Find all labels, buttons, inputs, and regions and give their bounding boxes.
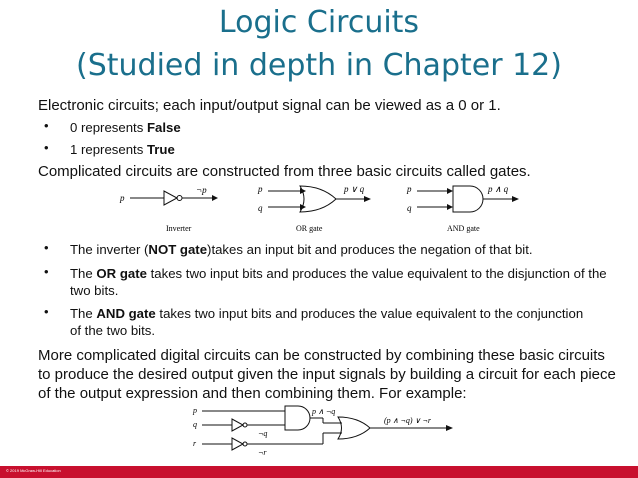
- and-gate: [406, 184, 519, 233]
- or-output-label: p ∨ q: [344, 184, 365, 194]
- bullet-true-bold: True: [146, 142, 175, 157]
- bullet-icon: •: [44, 118, 49, 133]
- or-desc-bold: OR gate: [96, 266, 147, 281]
- and-caption: AND gate: [447, 224, 480, 233]
- slide-title-line2: (Studied in depth in Chapter 12): [76, 48, 562, 83]
- and-output-label: p ∧ q: [488, 184, 509, 194]
- bullet-false: [70, 119, 181, 136]
- gates-intro-text: Complicated circuits are constructed from three basic circuits called gates.: [38, 163, 531, 180]
- example-final-output: (p ∧ ¬q) ∨ ¬r: [384, 416, 431, 425]
- inverter-caption: Inverter: [166, 224, 192, 233]
- bullet-icon: •: [44, 140, 49, 155]
- bullet-and: [70, 305, 590, 339]
- inverter-input-label: p: [120, 193, 125, 203]
- inverter-gate: [119, 185, 218, 233]
- bullet-false-text: 0 represents: [70, 120, 147, 135]
- or-input-q-label: q: [258, 203, 263, 213]
- bullet-inverter: [70, 241, 625, 258]
- footer-bar: [0, 466, 638, 478]
- basic-gates-diagram: [0, 180, 638, 236]
- example-and-output: p ∧ ¬q: [312, 407, 336, 416]
- or-desc-post: takes two input bits and produces the value equivalent to the disjunction of the two bits.: [70, 266, 607, 298]
- example-neg-q: ¬q: [258, 429, 268, 438]
- and-desc-bold: AND gate: [96, 306, 156, 321]
- example-neg-r: ¬r: [258, 448, 267, 457]
- example-input-p: p: [193, 406, 197, 415]
- or-desc-pre: The: [70, 266, 97, 281]
- bullet-icon: •: [44, 304, 49, 319]
- or-gate: [257, 184, 371, 233]
- inverter-desc-pre: The inverter (: [70, 242, 149, 257]
- inverter-desc-post: )takes an input bit and produces the negation of that bit.: [207, 242, 533, 257]
- inverter-output-label: ¬p: [196, 185, 207, 195]
- bullet-true-text: 1 represents: [70, 142, 147, 157]
- or-caption: OR gate: [296, 224, 323, 233]
- and-desc-pre: The: [70, 306, 97, 321]
- inverter-desc-bold: NOT gate: [148, 242, 208, 257]
- bullet-icon: •: [44, 240, 49, 255]
- and-input-p-label: p: [407, 184, 412, 194]
- footer-copyright: © 2019 McGraw-Hill Education: [6, 468, 61, 473]
- slide-title-line1: Logic Circuits: [218, 5, 420, 40]
- bullet-false-bold: False: [146, 120, 181, 135]
- and-input-q-label: q: [407, 203, 412, 213]
- example-input-r: r: [193, 439, 197, 448]
- bullet-or: [70, 265, 625, 299]
- bullet-icon: •: [44, 264, 49, 279]
- example-circuit-diagram: [0, 403, 638, 465]
- example-input-q: q: [193, 420, 197, 429]
- intro-text: Electronic circuits; each input/output signal can be viewed as a 0 or 1.: [38, 97, 501, 114]
- more-circuits-paragraph: More complicated digital circuits can be constructed by combining these basic circuits to produce the desired output given the input signals by building a circuit for each piece of the output expression and then combining them. For example:: [38, 347, 616, 402]
- or-input-p-label: p: [258, 184, 263, 194]
- bullet-true: [70, 141, 175, 158]
- and-desc-post: takes two input bits and produces the value equivalent to the conjunction of the two bits.: [70, 306, 584, 338]
